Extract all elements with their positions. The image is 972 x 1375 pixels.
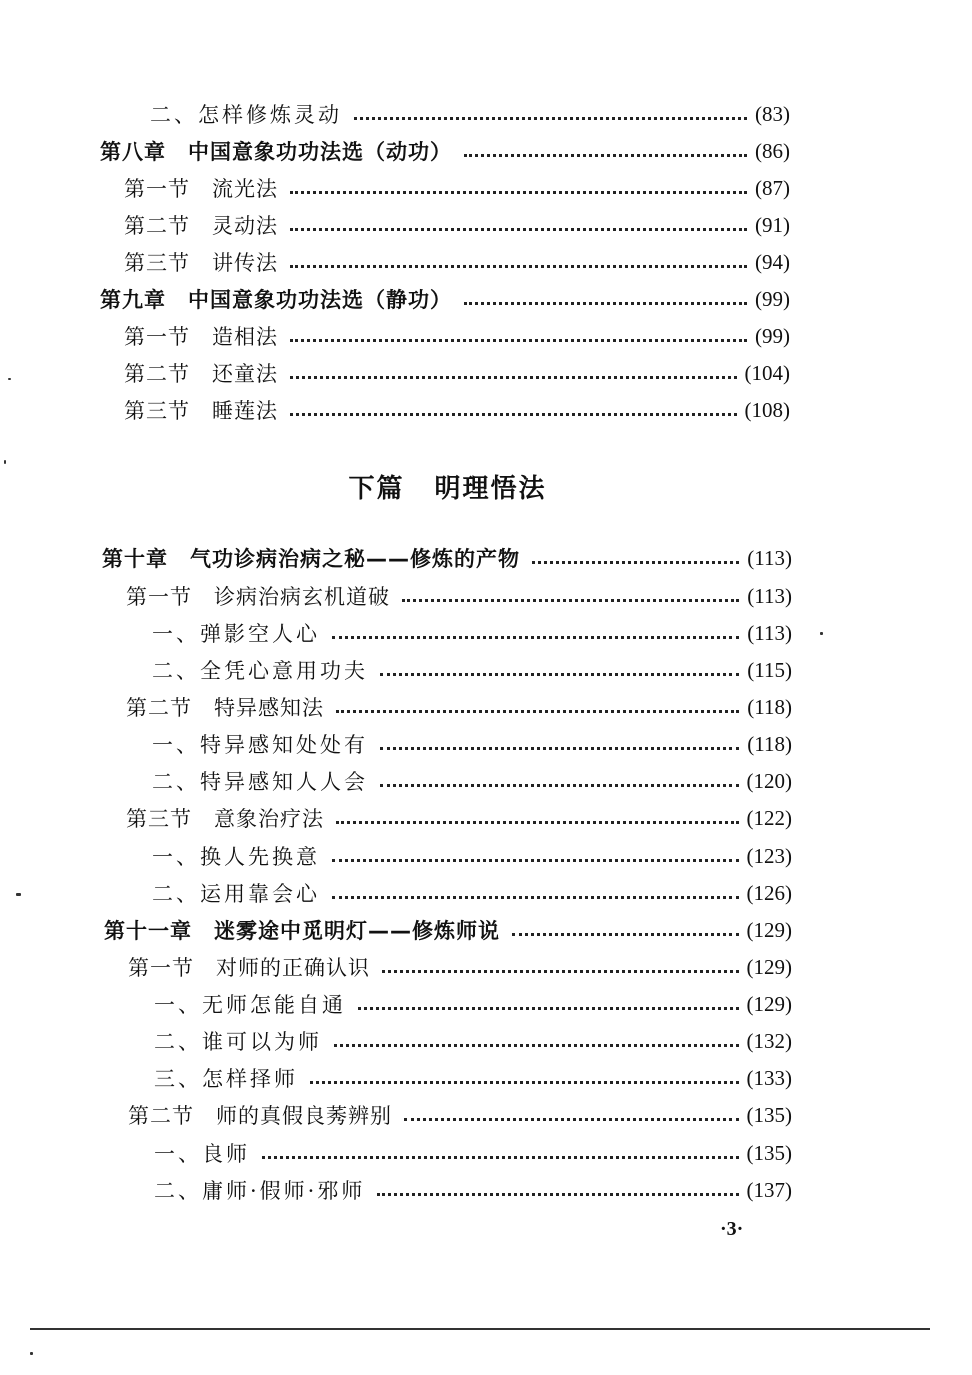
toc-entry	[152, 838, 792, 874]
toc-entry-page: (115)	[747, 657, 792, 682]
toc-entry	[102, 540, 792, 576]
toc-entry-page: (123)	[746, 843, 792, 868]
leader-dots	[290, 339, 747, 342]
leader-dots	[377, 1193, 738, 1196]
toc-entry	[124, 244, 790, 280]
toc-entry	[104, 912, 792, 948]
scan-speck	[8, 378, 11, 380]
leader-dots	[402, 599, 739, 602]
toc-entry-title: 第八章 中国意象功功法选（动功）	[100, 140, 452, 164]
toc-entry-title: 第三节 睡莲法	[124, 399, 278, 423]
leader-dots	[464, 302, 747, 305]
leader-dots	[404, 1118, 739, 1121]
toc-entry	[152, 726, 792, 762]
leader-dots	[336, 710, 739, 713]
toc-entry-page: (129)	[746, 991, 792, 1016]
toc-entry-title: 三、怎样择师	[154, 1067, 298, 1091]
part-label: 下篇	[348, 474, 405, 504]
toc-entry-title: 第十一章 迷雾途中觅明灯——修炼师说	[104, 919, 500, 943]
page-number: ·3·	[720, 1218, 744, 1240]
toc-entry	[124, 318, 790, 354]
toc-entry-title: 第三节 讲传法	[124, 251, 278, 275]
toc-entry-title: 第一节 造相法	[124, 325, 278, 349]
toc-entry	[154, 1060, 792, 1096]
toc-entry	[124, 355, 790, 391]
toc-entry	[100, 281, 790, 317]
toc-entry-page: (133)	[746, 1065, 792, 1090]
leader-dots	[290, 265, 747, 268]
toc-entry-page: (129)	[746, 917, 792, 942]
toc-entry-title: 第一节 流光法	[124, 177, 278, 201]
toc-entry-page: (87)	[755, 175, 790, 200]
scan-speck	[820, 632, 823, 635]
leader-dots	[382, 970, 739, 973]
toc-entry	[152, 875, 792, 911]
part-title: 明理悟法	[434, 474, 547, 504]
toc-entry	[150, 96, 790, 132]
toc-entry-page: (129)	[746, 954, 792, 979]
leader-dots	[380, 673, 739, 676]
leader-dots	[336, 821, 739, 824]
toc-entry-title: 一、换人先换意	[152, 845, 320, 869]
toc-entry-page: (135)	[746, 1102, 792, 1127]
toc-entry-page: (99)	[755, 286, 790, 311]
toc-entry-page: (99)	[755, 323, 790, 348]
toc-entry	[126, 689, 792, 725]
toc-entry	[126, 578, 792, 614]
leader-dots	[290, 376, 737, 379]
leader-dots	[464, 154, 747, 157]
leader-dots	[332, 896, 739, 899]
toc-entry-page: (137)	[746, 1177, 792, 1202]
toc-entry-title: 第二节 灵动法	[124, 214, 278, 238]
toc-entry-title: 二、运用靠会心	[152, 882, 320, 906]
leader-dots	[334, 1044, 739, 1047]
leader-dots	[532, 561, 739, 564]
toc-entry	[152, 763, 792, 799]
toc-entry	[124, 170, 790, 206]
toc-entry-page: (113)	[747, 583, 792, 608]
toc-entry	[154, 1172, 792, 1208]
leader-dots	[290, 228, 747, 231]
toc-entry-title: 二、庸师·假师·邪师	[154, 1179, 366, 1203]
toc-entry	[154, 986, 792, 1022]
toc-entry-title: 第一节 诊病治病玄机道破	[126, 585, 390, 609]
toc-entry-title: 一、弹影空人心	[152, 622, 320, 646]
toc-entry-page: (126)	[746, 880, 792, 905]
scan-speck	[4, 460, 6, 464]
toc-entry	[128, 1097, 792, 1133]
toc-entry	[154, 1135, 792, 1171]
toc-entry-page: (132)	[746, 1028, 792, 1053]
toc-entry-title: 二、怎样修炼灵动	[150, 103, 342, 127]
toc-entry-page: (118)	[747, 731, 792, 756]
toc-entry-title: 二、全凭心意用功夫	[152, 659, 368, 683]
toc-entry-page: (113)	[747, 620, 792, 645]
toc-entry-page: (118)	[747, 694, 792, 719]
leader-dots	[358, 1007, 739, 1010]
toc-entry-page: (135)	[746, 1140, 792, 1165]
toc-entry-page: (83)	[755, 101, 790, 126]
leader-dots	[512, 933, 739, 936]
toc-entry-page: (91)	[755, 212, 790, 237]
toc-entry-page: (94)	[755, 249, 790, 274]
toc-entry	[154, 1023, 792, 1059]
leader-dots	[380, 784, 739, 787]
scan-speck	[30, 1352, 33, 1355]
toc-entry	[124, 207, 790, 243]
toc-entry-page: (104)	[744, 360, 790, 385]
toc-entry-page: (108)	[744, 397, 790, 422]
scan-speck	[16, 893, 21, 896]
leader-dots	[290, 413, 737, 416]
scan-edge-line	[30, 1328, 930, 1330]
toc-entry-page: (122)	[746, 805, 792, 830]
toc-entry	[152, 652, 792, 688]
toc-entry-title: 第二节 还童法	[124, 362, 278, 386]
toc-entry-title: 一、无师怎能自通	[154, 993, 346, 1017]
toc-entry-page: (86)	[755, 138, 790, 163]
part-heading	[0, 468, 895, 505]
toc-entry-title: 第九章 中国意象功功法选（静功）	[100, 288, 452, 312]
leader-dots	[332, 859, 739, 862]
leader-dots	[262, 1156, 739, 1159]
toc-entry	[128, 949, 792, 985]
toc-entry-title: 一、特异感知处处有	[152, 733, 368, 757]
toc-entry-page: (113)	[747, 545, 792, 570]
toc-entry-title: 第一节 对师的正确认识	[128, 956, 370, 980]
toc-entry	[100, 133, 790, 169]
toc-entry-page: (120)	[746, 768, 792, 793]
toc-entry-title: 第二节 师的真假良莠辨别	[128, 1104, 392, 1128]
leader-dots	[354, 117, 747, 120]
toc-entry-title: 二、特异感知人人会	[152, 770, 368, 794]
leader-dots	[310, 1081, 739, 1084]
toc-entry-title: 第十章 气功诊病治病之秘——修炼的产物	[102, 547, 520, 571]
toc-entry	[124, 392, 790, 428]
toc-entry	[152, 615, 792, 651]
toc-entry-title: 第三节 意象治疗法	[126, 807, 324, 831]
leader-dots	[380, 747, 739, 750]
toc-entry-title: 一、良师	[154, 1142, 250, 1166]
toc-entry-title: 二、谁可以为师	[154, 1030, 322, 1054]
toc-entry	[126, 800, 792, 836]
toc-entry-title: 第二节 特异感知法	[126, 696, 324, 720]
leader-dots	[332, 636, 739, 639]
leader-dots	[290, 191, 747, 194]
